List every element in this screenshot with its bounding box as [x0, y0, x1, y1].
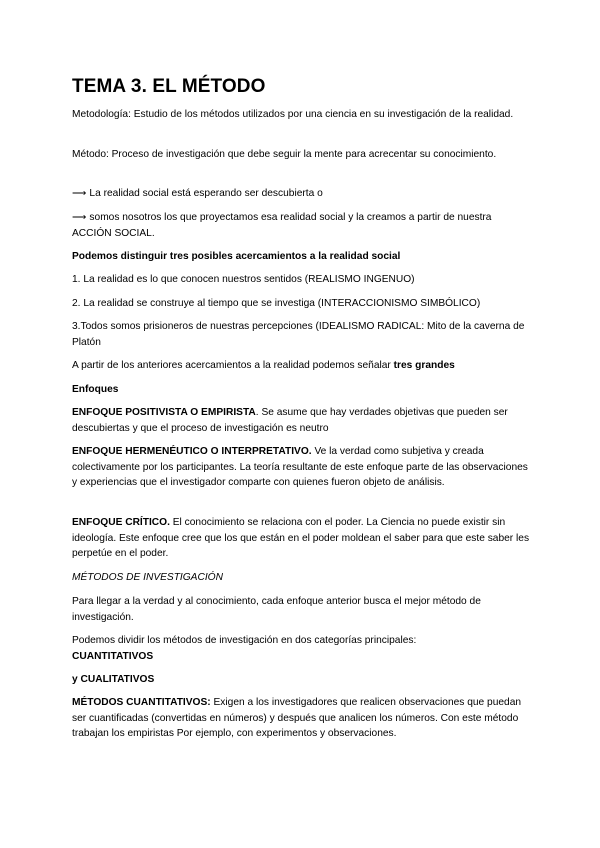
positivista-label: ENFOQUE POSITIVISTA O EMPIRISTA [72, 407, 256, 418]
tres-grandes-bold: tres grandes [393, 360, 455, 371]
list-item-1: 1. La realidad es lo que conocen nuestros sentidos (REALISMO INGENUO) [72, 274, 415, 285]
metodos-cuantitativos-paragraph [72, 695, 532, 742]
acercamientos-heading: Podemos distinguir tres posibles acercamientos a la realidad social [72, 251, 401, 262]
llegar-paragraph: Para llegar a la verdad y al conocimiento, cada enfoque anterior busca el mejor método de investigación. [72, 596, 481, 623]
list-item-3: 3.Todos somos prisioneros de nuestras percepciones (IDEALISMO RADICAL: Mito de la caverna de Platón [72, 321, 525, 348]
page-title: TEMA 3. EL MÉTODO [72, 76, 266, 97]
cualitativos-line: y CUALITATIVOS [72, 674, 155, 685]
cuantitativos-text: Exigen a los investigadores que realicen observaciones que puedan ser cuantificadas (convertidas en números) y después que analicen los números. Con este método trabajan los empiristas Por ejemplo, con experimentos y observaciones. [72, 697, 522, 739]
metodo-definition: Método: Proceso de investigación que debe seguir la mente para acrecentar su conocimiento. [72, 149, 497, 160]
dividir-paragraph [72, 633, 532, 664]
enfoque-critico [72, 515, 532, 562]
dividir-text: Podemos dividir los métodos de investigación en dos categorías principales: [72, 635, 417, 646]
metodologia-definition: Metodología: Estudio de los métodos utilizados por una ciencia en su investigación de la realidad. [72, 109, 514, 120]
partir-text: A partir de los anteriores acercamientos a la realidad podemos señalar [72, 360, 394, 371]
partir-paragraph [72, 358, 532, 374]
arrow-line-1: ⟶ La realidad social está esperando ser descubierta o [72, 188, 323, 199]
arrow-line-2 [72, 210, 532, 241]
enfoques-heading: Enfoques [72, 384, 119, 395]
cuantitativos-label: MÉTODOS CUANTITATIVOS: [72, 697, 211, 708]
enfoque-positivista [72, 405, 532, 436]
hermeneutico-text: Ve la verdad como subjetiva y creada colectivamente por los participantes. La teoría resultante de este enfoque parte de las observaciones y experiencias que el investigador comparte con quienes fueron objeto de análisis. [72, 446, 528, 488]
accion-social-term: ACCIÓN SOCIAL. [72, 227, 155, 239]
positivista-text: . Se asume que hay verdades objetivas que pueden ser descubiertas y que el proceso de investigación es neutro [72, 407, 508, 434]
enfoque-hermeneutico [72, 444, 532, 491]
critico-label: ENFOQUE CRÍTICO. [72, 517, 170, 528]
metodos-heading: MÉTODOS DE INVESTIGACIÓN [72, 572, 223, 583]
critico-text: El conocimiento se relaciona con el poder. La Ciencia no puede existir sin ideología. Este enfoque cree que los que están en el poder moldean el saber para que este saber les perpetúe en el poder. [72, 517, 530, 559]
list-item-2: 2. La realidad se construye al tiempo que se investiga (INTERACCIONISMO SIMBÓLICO) [72, 298, 481, 309]
hermeneutico-label: ENFOQUE HERMENÉUTICO O INTERPRETATIVO. [72, 446, 312, 457]
cuantitativos-word: CUANTITATIVOS [72, 650, 154, 662]
arrow-line-2-text: ⟶ somos nosotros los que proyectamos esa realidad social y la creamos a partir de nuestra [72, 212, 492, 223]
